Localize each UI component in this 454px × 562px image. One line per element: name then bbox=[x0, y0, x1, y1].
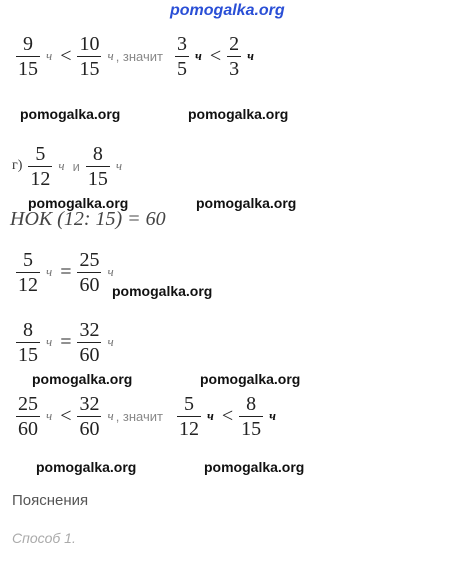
unit-label: ч bbox=[107, 408, 114, 423]
fraction: $\frac{3}{5}$ bbox=[176, 32, 187, 80]
unit-label: ч bbox=[194, 48, 202, 63]
site-brand[interactable]: pomogalka.org bbox=[170, 2, 285, 19]
watermark: pomogalka.org bbox=[188, 106, 289, 122]
lcm-line: НОК (12: 15) = 60 bbox=[10, 208, 166, 230]
fraction: $\frac{8}{15}$ bbox=[18, 318, 38, 366]
unit-label: ч bbox=[247, 48, 254, 63]
unit-label: ч bbox=[107, 264, 114, 279]
equation-row-2 bbox=[14, 318, 118, 366]
watermark: pomogalka.org bbox=[32, 371, 133, 387]
watermark: pomogalka.org bbox=[20, 106, 121, 122]
watermark: pomogalka.org bbox=[28, 195, 129, 211]
method-label: Способ 1. bbox=[12, 530, 76, 546]
fraction: $\frac{5}{12}$ bbox=[178, 392, 199, 440]
watermark: pomogalka.org bbox=[36, 459, 137, 475]
less-than-sign: < bbox=[209, 44, 222, 67]
unit-label: ч bbox=[107, 48, 114, 63]
equation-row-1 bbox=[14, 248, 118, 296]
unit-label: ч bbox=[46, 264, 53, 279]
equals-sign: = bbox=[60, 260, 72, 283]
unit-label: ч bbox=[58, 158, 65, 173]
unit-label: ч bbox=[46, 408, 53, 423]
comparison-row-2 bbox=[14, 392, 280, 440]
watermark: pomogalka.org bbox=[204, 459, 305, 475]
fraction: $\frac{5}{12}$ bbox=[18, 248, 38, 296]
fraction: $\frac{8}{15}$ bbox=[87, 142, 108, 190]
less-than-sign: < bbox=[221, 404, 234, 427]
fraction: $\frac{25}{60}$ bbox=[18, 392, 38, 440]
equals-sign: = bbox=[60, 330, 72, 353]
task-row-g bbox=[12, 142, 126, 190]
explanations-heading: Пояснения bbox=[12, 492, 89, 509]
fraction: $\frac{9}{15}$ bbox=[18, 32, 38, 80]
watermark: pomogalka.org bbox=[200, 371, 301, 387]
fraction: $\frac{32}{60}$ bbox=[79, 318, 100, 366]
conclusion-word: , значит bbox=[115, 408, 163, 424]
fraction: $\frac{5}{12}$ bbox=[30, 142, 51, 190]
fraction: $\frac{10}{15}$ bbox=[79, 32, 100, 80]
conclusion-word: , значит bbox=[115, 48, 163, 64]
less-than-sign: < bbox=[60, 44, 72, 67]
fraction: $\frac{25}{60}$ bbox=[79, 248, 100, 296]
fraction: $\frac{8}{15}$ bbox=[241, 392, 262, 440]
comparison-row-1 bbox=[14, 32, 258, 80]
and-word: и bbox=[72, 158, 80, 174]
watermark: pomogalka.org bbox=[112, 283, 213, 299]
fraction: $\frac{2}{3}$ bbox=[229, 32, 240, 80]
watermark: pomogalka.org bbox=[196, 195, 297, 211]
unit-label: ч bbox=[46, 48, 53, 63]
unit-label: ч bbox=[269, 408, 276, 423]
unit-label: ч bbox=[107, 334, 114, 349]
unit-label: ч bbox=[206, 408, 214, 423]
less-than-sign: < bbox=[60, 404, 72, 427]
unit-label: ч bbox=[115, 158, 123, 173]
unit-label: ч bbox=[46, 334, 53, 349]
fraction: $\frac{32}{60}$ bbox=[79, 392, 100, 440]
task-label: г) bbox=[12, 158, 23, 173]
